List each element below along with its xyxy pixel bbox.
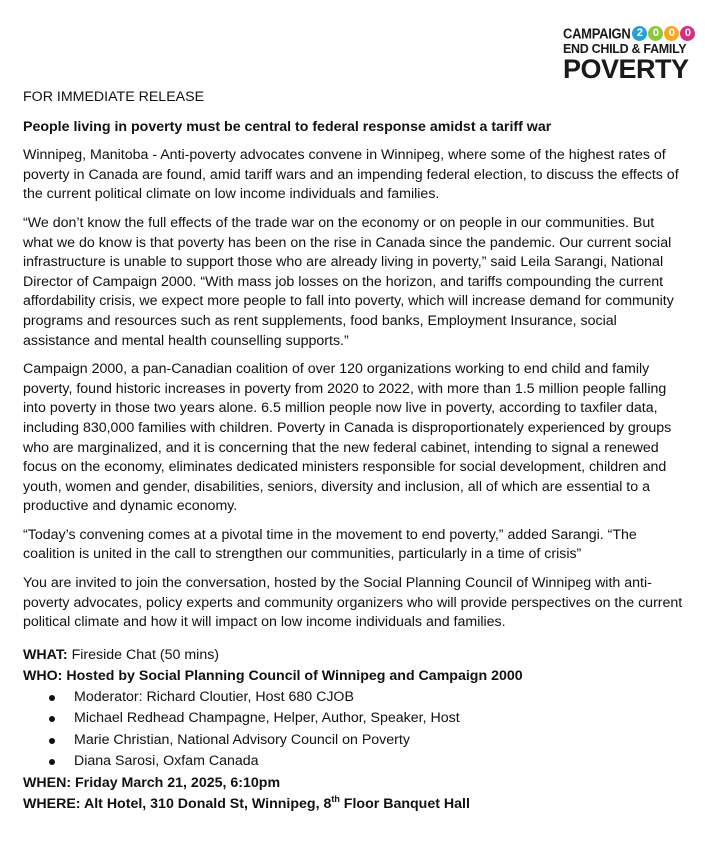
logo-line-end-child-family: END CHILD & FAMILY — [563, 42, 687, 56]
press-release-body — [23, 88, 685, 815]
where-label: WHERE: — [23, 795, 81, 812]
logo-digit: 0 — [680, 26, 695, 41]
event-details — [23, 645, 685, 815]
logo-top-row — [563, 24, 691, 42]
release-label: FOR IMMEDIATE RELEASE — [23, 89, 205, 105]
logo-line-poverty: POVERTY — [563, 54, 689, 84]
paragraph-convening-quote: “Today’s convening comes at a pivotal time in the movement to end poverty,” added Sarangi. “The coalition is united in the call to strengthen our communities, particularly in a time of crisis” — [23, 526, 637, 563]
where-value-post: Floor Banquet Hall — [339, 795, 470, 812]
campaign-2000-logo — [563, 24, 691, 84]
headline: People living in poverty must be central to federal response amidst a tariff war — [23, 118, 552, 135]
paragraph-invitation: You are invited to join the conversation, hosted by the Social Planning Council of Winnipeg with anti-poverty advocates, policy experts and community organizers who will provide perspectives on the current political climate and how it will impact on low income individuals and families. — [23, 575, 683, 631]
where-superscript: th — [331, 793, 340, 804]
who-label: WHO: — [23, 667, 63, 684]
list-item: Diana Sarosi, Oxfam Canada — [49, 751, 685, 773]
list-item: Moderator: Richard Cloutier, Host 680 CJOB — [49, 687, 685, 709]
where-line — [23, 794, 685, 815]
paragraph-campaign-2000: Campaign 2000, a pan-Canadian coalition of over 120 organizations working to end child and family poverty, found historic increases in poverty from 2020 to 2022, with more than 1.5 million people falling into poverty in those two years alone. 6.5 million people now live in poverty, according to taxfiler data, including 830,000 families with children. Poverty in Canada is disproportionately experienced by groups who are marginalized, and it is concerning that the new federal cabinet, intending to signal a renewed focus on the economy, eliminates dedicated ministers responsible for social development, children and youth, women and gender, disabilities, seniors, diversity and inclusion, all of which are essential to a productive and dynamic economy. — [23, 361, 672, 515]
paragraph-quote-sarangi: “We don’t know the full effects of the trade war on the economy or on people in our communities. But what we do know is that poverty has been on the rise in Canada since the pandemic. Our current social infrastructure is unable to support those who are already living in poverty,” said Leila Sarangi, National Director of Campaign 2000. “With mass job losses on the horizon, and tariffs compounding the current affordability crisis, we expect more people to fall into poverty, which will increase demand for community programs and resources such as rent supplements, food banks, Employment Insurance, social assistance and mental health counselling supports.” — [23, 214, 674, 349]
who-line — [23, 666, 685, 687]
who-value: Hosted by Social Planning Council of Winnipeg and Campaign 2000 — [62, 667, 523, 684]
what-label: WHAT: — [23, 646, 68, 663]
what-line — [23, 645, 685, 666]
logo-digit: 0 — [648, 26, 663, 41]
when-line — [23, 773, 685, 794]
when-value: Friday March 21, 2025, 6:10pm — [71, 774, 281, 791]
logo-digit: 0 — [664, 26, 679, 41]
speaker-list — [23, 687, 685, 773]
paragraph-intro: Winnipeg, Manitoba - Anti-poverty advocates convene in Winnipeg, where some of the highest rates of poverty in Canada are found, amid tariff wars and an impending federal election, to discuss the effects of the current political climate on low income individuals and families. — [23, 147, 679, 203]
list-item: Marie Christian, National Advisory Council on Poverty — [49, 730, 685, 752]
when-label: WHEN: — [23, 774, 72, 791]
logo-digits — [631, 26, 695, 41]
list-item: Michael Redhead Champagne, Helper, Author, Speaker, Host — [49, 708, 685, 730]
what-value: Fireside Chat (50 mins) — [67, 646, 220, 663]
where-value-pre: Alt Hotel, 310 Donald St, Winnipeg, 8 — [80, 795, 332, 812]
logo-digit: 2 — [632, 26, 647, 41]
logo-word-campaign: CAMPAIGN — [563, 24, 631, 42]
